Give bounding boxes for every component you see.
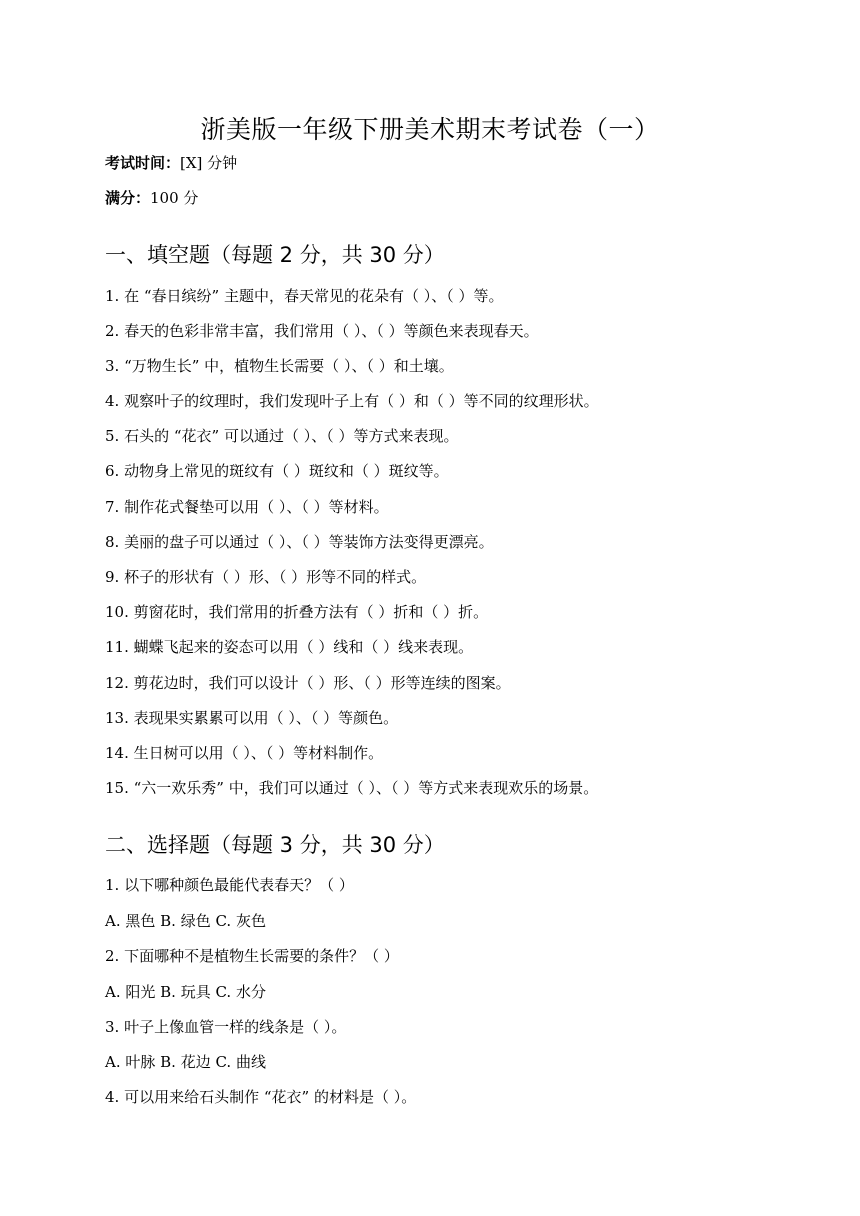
fill-question-15: 15. “六一欢乐秀” 中，我们可以通过（ ）、（ ）等方式来表现欢乐的场景。 (105, 779, 599, 797)
fill-question-14: 14. 生日树可以用（ ）、（ ）等材料制作。 (105, 744, 384, 762)
fill-question-2: 2. 春天的色彩非常丰富，我们常用（ ）、（ ）等颜色来表现春天。 (105, 322, 539, 340)
choice-question-1: 1. 以下哪种颜色最能代表春天？（ ） (105, 876, 354, 894)
fill-question-4: 4. 观察叶子的纹理时，我们发现叶子上有（ ）和（ ）等不同的纹理形状。 (105, 392, 599, 410)
choice-options-1: A. 黑色 B. 绿色 C. 灰色 (105, 912, 266, 930)
full-score (105, 187, 198, 209)
fill-question-11: 11. 蝴蝶飞起来的姿态可以用（ ）线和（ ）线来表现。 (105, 638, 474, 656)
fill-question-1: 1. 在 “春日缤纷” 主题中，春天常见的花朵有（ ）、（ ）等。 (105, 287, 504, 305)
choice-options-2: A. 阳光 B. 玩具 C. 水分 (105, 983, 266, 1001)
full-score-value: 100 分 (150, 189, 199, 207)
choice-question-4: 4. 可以用来给石头制作 “花衣” 的材料是（ ）。 (105, 1088, 417, 1106)
exam-time-label: 考试时间： (105, 154, 181, 172)
exam-title: 浙美版一年级下册美术期末考试卷（一） (200, 115, 660, 144)
choice-question-2: 2. 下面哪种不是植物生长需要的条件？（ ） (105, 947, 399, 965)
choice-question-3: 3. 叶子上像血管一样的线条是（ ）。 (105, 1018, 347, 1036)
fill-question-3: 3. “万物生长” 中，植物生长需要（ ）、（ ）和土壤。 (105, 357, 454, 375)
section-heading-multiple-choice: 二、选择题（每题 3 分，共 30 分） (105, 833, 445, 857)
fill-question-7: 7. 制作花式餐垫可以用（ ）、（ ）等材料。 (105, 498, 389, 516)
fill-question-8: 8. 美丽的盘子可以通过（ ）、（ ）等装饰方法变得更漂亮。 (105, 533, 494, 551)
fill-question-5: 5. 石头的 “花衣” 可以通过（ ）、（ ）等方式来表现。 (105, 427, 459, 445)
fill-question-10: 10. 剪窗花时，我们常用的折叠方法有（ ）折和（ ）折。 (105, 603, 489, 621)
exam-time-value: [X] 分钟 (180, 154, 238, 172)
section-heading-fill-in: 一、填空题（每题 2 分，共 30 分） (105, 243, 445, 267)
fill-question-12: 12. 剪花边时，我们可以设计（ ）形、（ ）形等连续的图案。 (105, 674, 511, 692)
fill-question-6: 6. 动物身上常见的斑纹有（ ）斑纹和（ ）斑纹等。 (105, 462, 449, 480)
exam-time (105, 152, 237, 174)
fill-question-13: 13. 表现果实累累可以用（ ）、（ ）等颜色。 (105, 709, 399, 727)
choice-options-3: A. 叶脉 B. 花边 C. 曲线 (105, 1053, 266, 1071)
fill-question-9: 9. 杯子的形状有（ ）形、（ ）形等不同的样式。 (105, 568, 427, 586)
full-score-label: 满分： (105, 189, 151, 207)
